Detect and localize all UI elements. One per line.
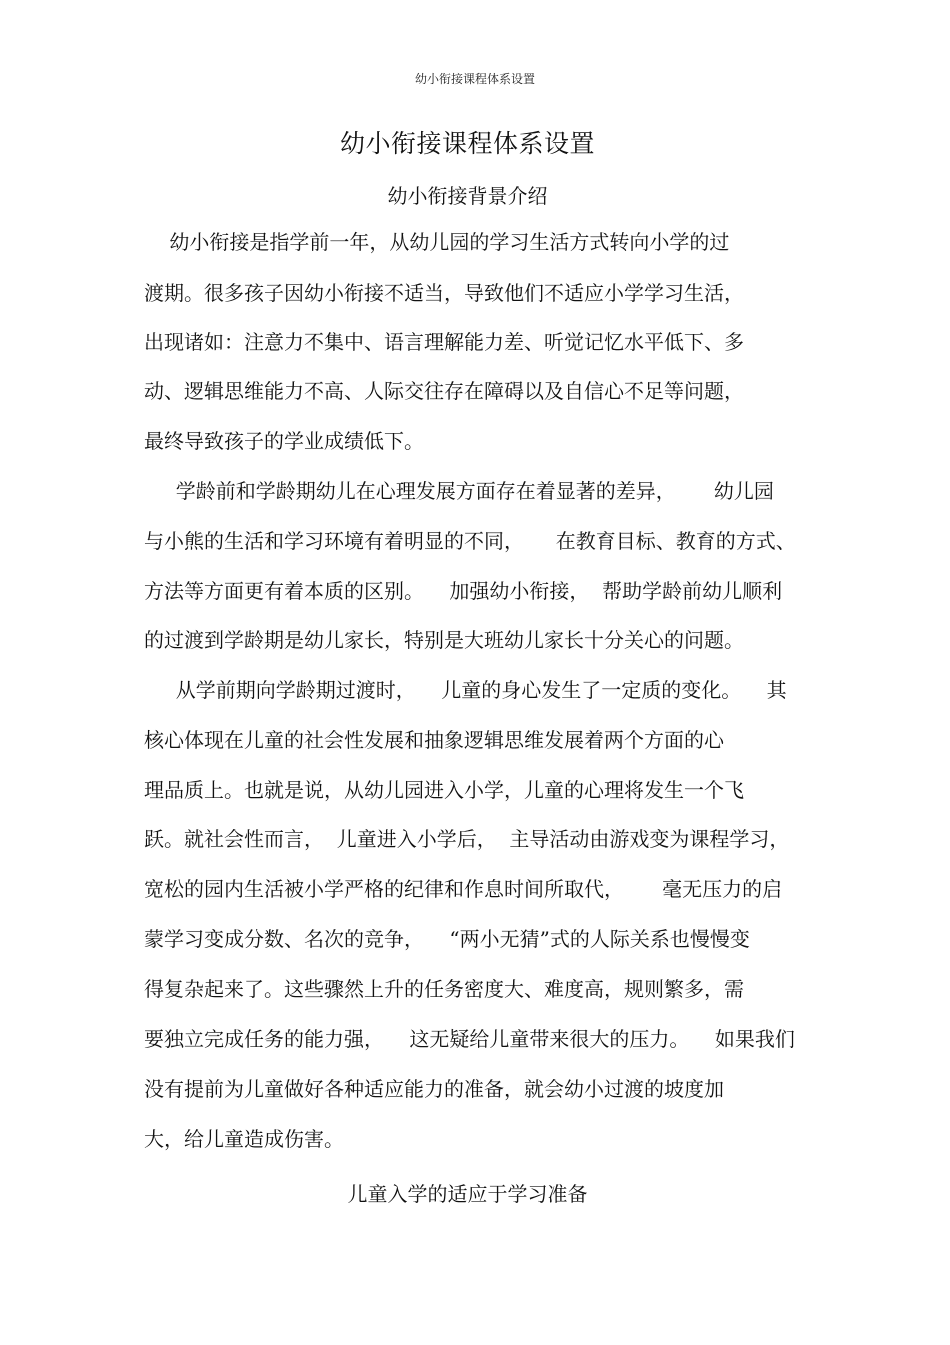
paragraph-line: 要独立完成任务的能力强， 这无疑给儿童带来很大的压力。 如果我们: [144, 1027, 795, 1051]
paragraph-line: 蒙学习变成分数、名次的竞争， “两小无猜”式的人际关系也慢慢变: [144, 927, 750, 951]
paragraph-line: 宽松的园内生活被小学严格的纪律和作息时间所取代， 毫无压力的启: [144, 877, 783, 901]
paragraph-line: 核心体现在儿童的社会性发展和抽象逻辑思维发展着两个方面的心: [144, 728, 724, 752]
paragraph-line: 渡期。很多孩子因幼小衔接不适当，导致他们不适应小学学习生活，: [144, 281, 744, 305]
paragraph-line: 跃。就社会性而言， 儿童进入小学后， 主导活动由游戏变为课程学习，: [144, 827, 790, 851]
paragraph-line: 动、逻辑思维能力不高、人际交往存在障碍以及自信心不足等问题，: [144, 379, 744, 403]
paragraph-line: 大，给儿童造成伤害。: [144, 1127, 344, 1151]
paragraph-line: 从学前期向学龄期过渡时， 儿童的身心发生了一定质的变化。 其: [144, 678, 787, 702]
paragraph-line: 方法等方面更有着本质的区别。 加强幼小衔接， 帮助学龄前幼儿顺利: [144, 579, 783, 603]
section-heading-readiness: 儿童入学的适应于学习准备: [347, 1182, 588, 1206]
paragraph-line: 得复杂起来了。这些骤然上升的任务密度大、难度高，规则繁多，需: [144, 977, 744, 1001]
paragraph-line: 学龄前和学龄期幼儿在心理发展方面存在着显著的差异， 幼儿园: [144, 479, 774, 503]
running-header: 幼小衔接课程体系设置: [414, 72, 535, 86]
paragraph-line: 与小熊的生活和学习环境有着明显的不同， 在教育目标、教育的方式、: [144, 529, 796, 553]
paragraph-line: 没有提前为儿童做好各种适应能力的准备，就会幼小过渡的坡度加: [144, 1077, 724, 1101]
paragraph-line: 的过渡到学龄期是幼儿家长，特别是大班幼儿家长十分关心的问题。: [144, 628, 744, 652]
paragraph-line: 幼小衔接是指学前一年，从幼儿园的学习生活方式转向小学的过: [144, 230, 730, 254]
paragraph-line: 出现诸如：注意力不集中、语言理解能力差、听觉记忆水平低下、多: [144, 330, 744, 354]
paragraph-line: 最终导致孩子的学业成绩低下。: [144, 429, 424, 453]
document-title: 幼小衔接课程体系设置: [339, 129, 595, 158]
section-heading-background: 幼小衔接背景介绍: [387, 184, 548, 208]
paragraph-line: 理品质上。也就是说，从幼儿园进入小学，儿童的心理将发生一个飞: [144, 778, 744, 802]
